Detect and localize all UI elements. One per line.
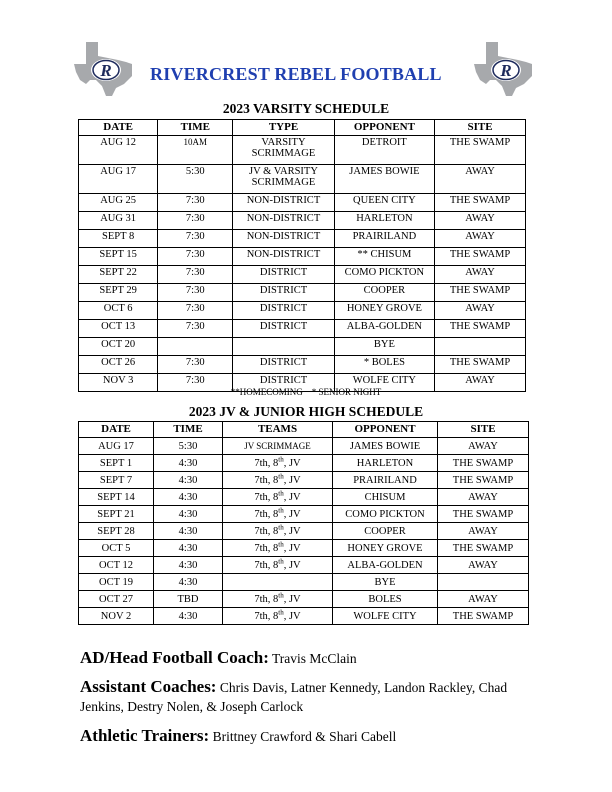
table-row	[79, 356, 526, 374]
time-cell: 4:30	[154, 523, 223, 540]
opponent-cell: BYE	[333, 574, 438, 591]
table-row	[79, 540, 529, 557]
site-cell: AWAY	[438, 557, 529, 574]
opponent-cell: JAMES BOWIE	[334, 165, 434, 194]
type-cell: NON-DISTRICT	[233, 212, 334, 230]
table-row	[79, 212, 526, 230]
site-cell: AWAY	[435, 165, 526, 194]
time-cell: 7:30	[158, 248, 233, 266]
table-header-row	[79, 422, 529, 438]
date-cell: SEPT 29	[79, 284, 158, 302]
table-row	[79, 338, 526, 356]
teams-cell	[223, 489, 333, 506]
teams-text: 7th, 8	[254, 593, 279, 605]
site-cell: THE SWAMP	[438, 455, 529, 472]
teams-cell	[223, 455, 333, 472]
opponent-cell: JAMES BOWIE	[333, 438, 438, 455]
site-cell: THE SWAMP	[438, 472, 529, 489]
date-cell: SEPT 22	[79, 266, 158, 284]
site-cell: AWAY	[438, 438, 529, 455]
date-cell: OCT 27	[79, 591, 154, 608]
teams-text: , JV	[283, 525, 301, 537]
table-row	[79, 248, 526, 266]
varsity-schedule-table	[78, 119, 526, 392]
teams-text: 7th, 8	[254, 525, 279, 537]
teams-cell	[223, 557, 333, 574]
site-cell: AWAY	[435, 230, 526, 248]
column-header: TYPE	[233, 120, 334, 136]
site-cell: AWAY	[435, 374, 526, 392]
teams-cell	[223, 472, 333, 489]
opponent-cell: COOPER	[333, 523, 438, 540]
table-row	[79, 472, 529, 489]
time-cell: 7:30	[158, 266, 233, 284]
time-cell: 7:30	[158, 284, 233, 302]
column-header: SITE	[435, 120, 526, 136]
teams-superscript: th	[278, 472, 284, 480]
date-cell: NOV 2	[79, 608, 154, 625]
teams-text: , JV	[283, 542, 301, 554]
time-cell	[158, 338, 233, 356]
time-cell: 4:30	[154, 506, 223, 523]
type-cell: NON-DISTRICT	[233, 230, 334, 248]
jv-schedule-table	[78, 421, 529, 625]
teams-text: 7th, 8	[254, 491, 279, 503]
teams-superscript: th	[278, 523, 284, 531]
teams-text: 7th, 8	[254, 474, 279, 486]
table-row	[79, 320, 526, 338]
date-cell: SEPT 15	[79, 248, 158, 266]
teams-cell	[223, 574, 333, 591]
assistant-coaches-line	[80, 677, 550, 716]
teams-text: 7th, 8	[254, 559, 279, 571]
opponent-cell: ** CHISUM	[334, 248, 434, 266]
date-cell: SEPT 28	[79, 523, 154, 540]
athletic-trainers-line	[80, 726, 550, 746]
date-cell: OCT 6	[79, 302, 158, 320]
teams-superscript: th	[278, 540, 284, 548]
table-row	[79, 284, 526, 302]
opponent-cell: COMO PICKTON	[334, 266, 434, 284]
table-row	[79, 608, 529, 625]
assistant-coaches-label: Assistant Coaches:	[80, 677, 217, 696]
date-cell: OCT 12	[79, 557, 154, 574]
teams-superscript: th	[278, 455, 284, 463]
time-cell: 4:30	[154, 455, 223, 472]
teams-text: 7th, 8	[254, 610, 279, 622]
teams-cell	[223, 608, 333, 625]
site-cell: AWAY	[438, 591, 529, 608]
site-cell: THE SWAMP	[435, 320, 526, 338]
table-row	[79, 230, 526, 248]
head-coach-label: AD/Head Football Coach:	[80, 648, 269, 667]
type-cell: NON-DISTRICT	[233, 194, 334, 212]
opponent-cell: COOPER	[334, 284, 434, 302]
site-cell: AWAY	[435, 212, 526, 230]
header	[0, 38, 612, 98]
teams-superscript: th	[278, 557, 284, 565]
column-header: TEAMS	[223, 422, 333, 438]
opponent-cell: CHISUM	[333, 489, 438, 506]
table-row	[79, 194, 526, 212]
time-cell: 7:30	[158, 230, 233, 248]
date-cell: AUG 17	[79, 165, 158, 194]
time-cell: 5:30	[158, 165, 233, 194]
assistant-coaches-names: Chris Davis, Latner Kennedy, Landon Rackley, Chad Jenkins, Destry Nolen, & Joseph Carlock	[80, 680, 508, 714]
table-row	[79, 523, 529, 540]
type-cell: DISTRICT	[233, 284, 334, 302]
time-cell: 7:30	[158, 320, 233, 338]
date-cell: SEPT 14	[79, 489, 154, 506]
table-row	[79, 455, 529, 472]
table-header-row	[79, 120, 526, 136]
time-cell: TBD	[154, 591, 223, 608]
column-header: OPPONENT	[333, 422, 438, 438]
type-cell: JV & VARSITY SCRIMMAGE	[233, 165, 334, 194]
date-cell: SEPT 1	[79, 455, 154, 472]
site-cell: THE SWAMP	[438, 540, 529, 557]
jv-schedule-title: 2023 JV & JUNIOR HIGH SCHEDULE	[188, 404, 424, 419]
opponent-cell: DETROIT	[334, 136, 434, 165]
type-cell: VARSITY SCRIMMAGE	[233, 136, 334, 165]
texas-logo-right	[472, 40, 536, 98]
teams-text: , JV	[283, 491, 301, 503]
time-cell: 4:30	[154, 557, 223, 574]
opponent-cell: WOLFE CITY	[333, 608, 438, 625]
table-row	[79, 557, 529, 574]
teams-superscript: th	[278, 591, 284, 599]
time-cell: 4:30	[154, 608, 223, 625]
varsity-schedule-title: 2023 VARSITY SCHEDULE	[222, 101, 390, 116]
column-header: TIME	[154, 422, 223, 438]
site-cell: THE SWAMP	[435, 284, 526, 302]
teams-cell: JV SCRIMMAGE	[223, 438, 333, 455]
athletic-trainers-label: Athletic Trainers:	[80, 726, 210, 745]
teams-text: , JV	[283, 474, 301, 486]
table-row	[79, 165, 526, 194]
teams-superscript: th	[278, 608, 284, 616]
time-cell: 4:30	[154, 540, 223, 557]
teams-text: , JV	[283, 610, 301, 622]
head-coach-name: Travis McClain	[268, 651, 357, 666]
type-cell: DISTRICT	[233, 374, 334, 392]
logo-letter: R	[100, 61, 112, 80]
column-header: SITE	[438, 422, 529, 438]
type-cell: NON-DISTRICT	[233, 248, 334, 266]
opponent-cell: HARLETON	[333, 455, 438, 472]
site-cell: THE SWAMP	[438, 506, 529, 523]
opponent-cell: WOLFE CITY	[334, 374, 434, 392]
date-cell: AUG 31	[79, 212, 158, 230]
date-cell: SEPT 7	[79, 472, 154, 489]
table-row	[79, 489, 529, 506]
date-cell: SEPT 21	[79, 506, 154, 523]
time-cell: 10AM	[158, 136, 233, 165]
opponent-cell: PRAIRILAND	[334, 230, 434, 248]
date-cell: AUG 12	[79, 136, 158, 165]
teams-text: , JV	[283, 559, 301, 571]
opponent-cell: ALBA-GOLDEN	[334, 320, 434, 338]
teams-text: , JV	[283, 457, 301, 469]
teams-cell	[223, 540, 333, 557]
date-cell: OCT 13	[79, 320, 158, 338]
teams-text: , JV	[283, 593, 301, 605]
date-cell: SEPT 8	[79, 230, 158, 248]
site-cell: THE SWAMP	[435, 356, 526, 374]
opponent-cell: HARLETON	[334, 212, 434, 230]
type-cell	[233, 338, 334, 356]
table-row	[79, 266, 526, 284]
column-header: TIME	[158, 120, 233, 136]
opponent-cell: PRAIRILAND	[333, 472, 438, 489]
time-cell: 4:30	[154, 489, 223, 506]
head-coach-line	[80, 648, 550, 668]
teams-cell	[223, 523, 333, 540]
opponent-cell: HONEY GROVE	[333, 540, 438, 557]
time-cell: 4:30	[154, 472, 223, 489]
opponent-cell: COMO PICKTON	[333, 506, 438, 523]
site-cell: AWAY	[435, 302, 526, 320]
schedule-footnote: **HOMECOMING * SENIOR NIGHT	[230, 387, 382, 397]
type-cell: DISTRICT	[233, 266, 334, 284]
column-header: DATE	[79, 422, 154, 438]
date-cell: NOV 3	[79, 374, 158, 392]
site-cell: AWAY	[438, 523, 529, 540]
time-cell: 7:30	[158, 302, 233, 320]
teams-text: 7th, 8	[254, 508, 279, 520]
date-cell: OCT 19	[79, 574, 154, 591]
table-row	[79, 438, 529, 455]
teams-text: 7th, 8	[254, 542, 279, 554]
opponent-cell: QUEEN CITY	[334, 194, 434, 212]
time-cell: 7:30	[158, 212, 233, 230]
logo-letter: R	[500, 61, 512, 80]
site-cell	[435, 338, 526, 356]
opponent-cell: HONEY GROVE	[334, 302, 434, 320]
teams-superscript: th	[278, 506, 284, 514]
table-row	[79, 574, 529, 591]
site-cell: THE SWAMP	[435, 194, 526, 212]
type-cell: DISTRICT	[233, 356, 334, 374]
site-cell: AWAY	[435, 266, 526, 284]
time-cell: 7:30	[158, 194, 233, 212]
site-cell: THE SWAMP	[438, 608, 529, 625]
table-row	[79, 136, 526, 165]
table-row	[79, 506, 529, 523]
site-cell: THE SWAMP	[435, 248, 526, 266]
date-cell: AUG 17	[79, 438, 154, 455]
opponent-cell: BOLES	[333, 591, 438, 608]
date-cell: OCT 20	[79, 338, 158, 356]
type-cell: DISTRICT	[233, 320, 334, 338]
opponent-cell: BYE	[334, 338, 434, 356]
time-cell: 7:30	[158, 356, 233, 374]
column-header: DATE	[79, 120, 158, 136]
time-cell: 7:30	[158, 374, 233, 392]
page-title: RIVERCREST REBEL FOOTBALL	[150, 64, 442, 84]
site-cell: THE SWAMP	[435, 136, 526, 165]
time-cell: 5:30	[154, 438, 223, 455]
teams-cell	[223, 506, 333, 523]
opponent-cell: * BOLES	[334, 356, 434, 374]
type-cell: DISTRICT	[233, 302, 334, 320]
texas-logo-left	[72, 40, 136, 98]
date-cell: OCT 5	[79, 540, 154, 557]
opponent-cell: ALBA-GOLDEN	[333, 557, 438, 574]
site-cell: AWAY	[438, 489, 529, 506]
teams-text: 7th, 8	[254, 457, 279, 469]
site-cell	[438, 574, 529, 591]
teams-text: , JV	[283, 508, 301, 520]
athletic-trainers-names: Brittney Crawford & Shari Cabell	[209, 729, 397, 744]
table-row	[79, 591, 529, 608]
teams-cell	[223, 591, 333, 608]
time-cell: 4:30	[154, 574, 223, 591]
table-row	[79, 302, 526, 320]
date-cell: AUG 25	[79, 194, 158, 212]
column-header: OPPONENT	[334, 120, 434, 136]
teams-superscript: th	[278, 489, 284, 497]
date-cell: OCT 26	[79, 356, 158, 374]
